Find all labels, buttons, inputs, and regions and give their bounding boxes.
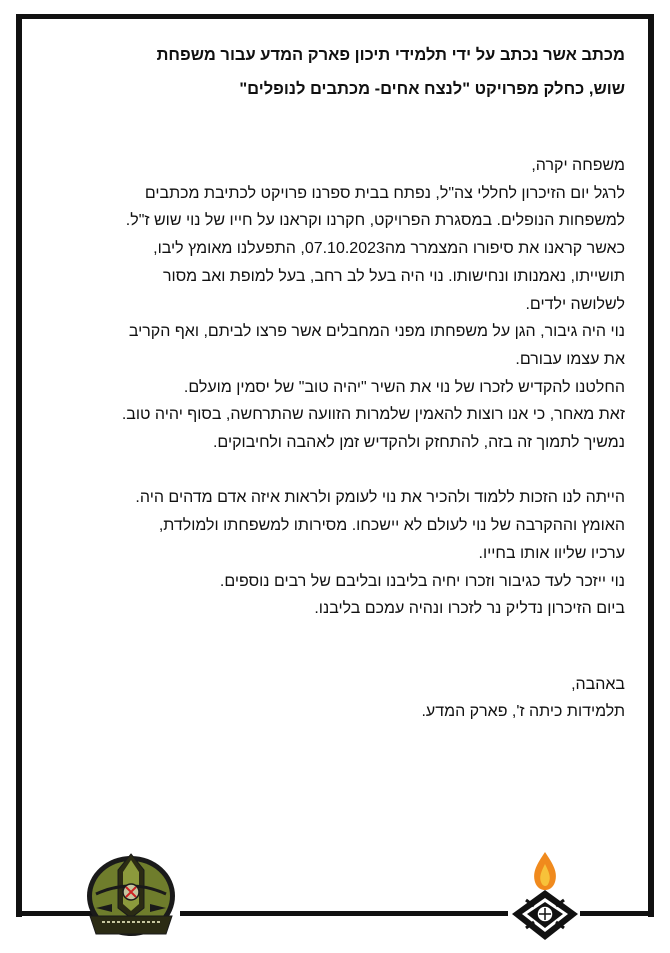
frame-top-border (36, 14, 634, 19)
signature-line: באהבה, (571, 675, 625, 693)
frame-right-border (648, 36, 654, 917)
body-line: משפחה יקרה, (531, 157, 625, 174)
title-line-1: מכתב אשר נכתב על ידי תלמידי תיכון פארק המדע עבור משפחת (156, 46, 625, 64)
frame-left-border (16, 36, 22, 917)
body-line: ערכיו שליוו אותו בחייו. (478, 544, 625, 562)
body-line: תושייתו, נאמנותו ונחישותו. נוי היה בעל לב רחב, בעל למופת ואב מסור (162, 267, 625, 285)
body-line: את עצמו עבורם. (515, 350, 625, 368)
paragraph-gap (30, 623, 625, 651)
body-line: כאשר קראנו את סיפורו המצמרר מה07.10.2023, התפעלנו מאומץ ליבו, (153, 240, 625, 258)
letter-body-paragraph-2 (30, 484, 625, 623)
body-line: לרגל יום הזיכרון לחללי צה"ל, נפתח בבית ספרנו פרויקט לכתיבת מכתבים (144, 184, 625, 202)
body-line: נוי היה גיבור, הגן על משפחתו מפני המחבלים אשר פרצו לביתם, ואף הקריב (128, 323, 625, 341)
military-unit-emblem (82, 848, 180, 940)
paragraph-gap (30, 651, 625, 671)
frame-bottom-border-right (580, 911, 654, 916)
body-line: נוי ייזכר לעד כגיבור וזכרו יחיה בליבנו ובליבם של רבים נוספים. (219, 572, 625, 590)
paragraph-gap (30, 457, 625, 485)
body-line: הייתה לנו הזכות ללמוד ולהכיר את נוי לעומק ולראות איזה אדם מדהים היה. (135, 489, 625, 507)
military-unit-emblem-icon (82, 848, 180, 940)
frame-bottom-border-middle (180, 911, 508, 916)
signature-line: תלמידות כיתה ז', פארק המדע. (421, 703, 625, 721)
letter-body-paragraph-1 (30, 152, 625, 457)
body-line: לשלושה ילדים. (525, 295, 625, 313)
body-line: למשפחות הנופלים. במסגרת הפרויקט, חקרנו וקראנו על חייו של נוי שוש ז"ל. (125, 212, 625, 230)
body-line: זאת מאחר, כי אנו רוצות להאמין שלמרות הזוועה שהתרחשה, בסוף יהיה טוב. (121, 406, 625, 424)
letter-signature (30, 671, 625, 726)
title-line-2: שוש, כחלק מפרויקט "לנצח אחים- מכתבים לנופלים" (239, 80, 625, 98)
body-line: ביום הזיכרון נדליק נר לזכרו ונהיה עמכם בליבנו. (314, 600, 625, 618)
body-line: האומץ וההקרבה של נוי לעולם לא יישכחו. מסירותו למשפחתו ולמולדת, (158, 517, 625, 535)
body-line: נמשיך לתמוך זה בזה, להתחזק ולהקדיש זמן לאהבה ולחיבוקים. (212, 434, 625, 452)
body-line: החלטנו להקדיש לזכרו של נוי את השיר "יהיה טוב" של יסמין מועלם. (183, 378, 625, 396)
letter-content (30, 38, 625, 726)
memorial-flame-icon (508, 850, 582, 942)
letter-title (30, 38, 625, 106)
memorial-flame-emblem (508, 850, 582, 942)
